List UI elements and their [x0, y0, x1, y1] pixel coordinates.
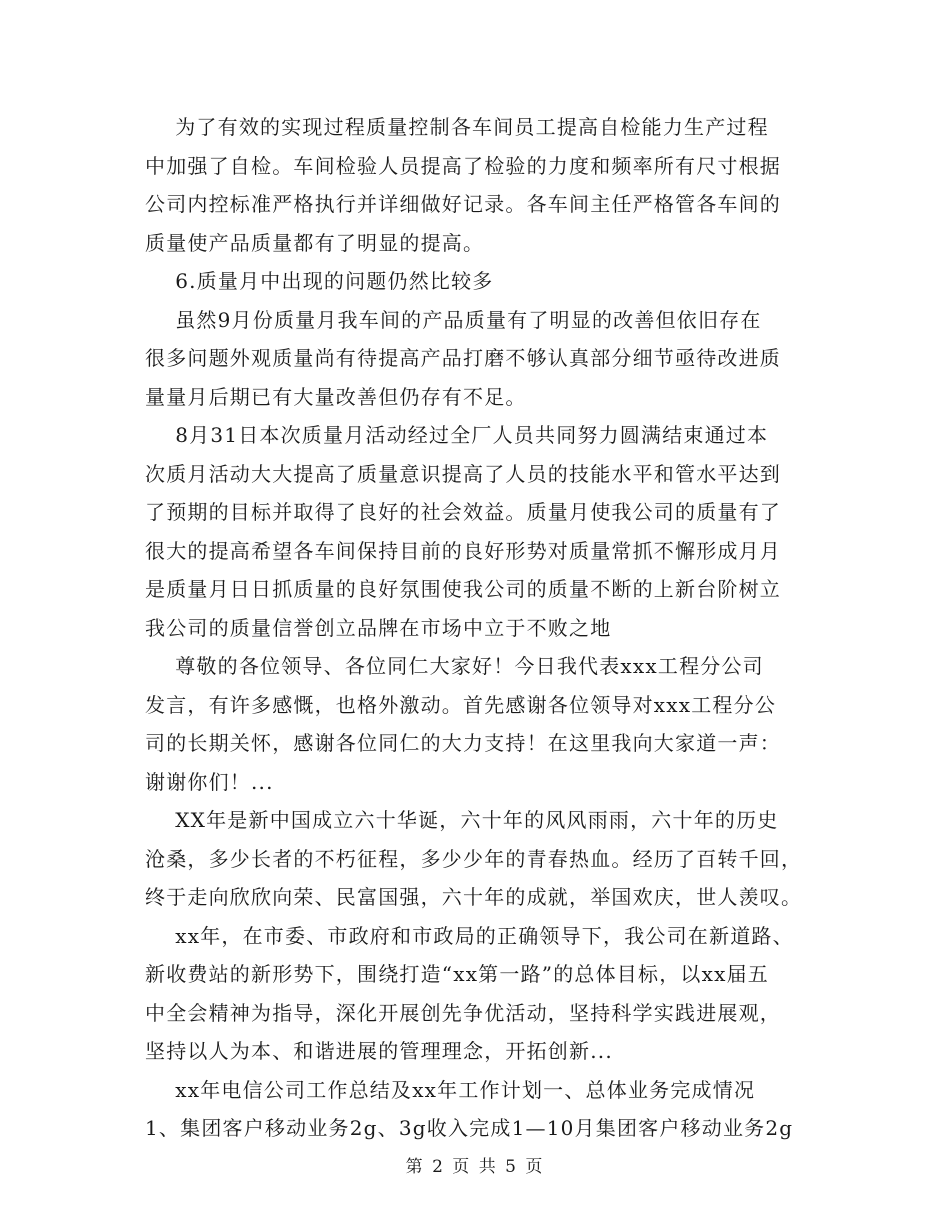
paragraph-telecom [145, 1071, 805, 1148]
text-line: 谢谢你们！... [145, 769, 274, 794]
text-line: 很大的提高希望各车间保持目前的良好形势对质量常抓不懈形成月月 [145, 538, 781, 563]
text-line: 虽然9月份质量月我车间的产品质量有了明显的改善但依旧存在 [145, 307, 762, 332]
text-line: xx年，在市委、市政府和市政局的正确领导下，我公司在新道路、 [145, 923, 794, 948]
document-body [145, 108, 805, 1148]
text-line: 发言，有许多感慨，也格外激动。首先感谢各位领导对xxx工程分公 [145, 692, 777, 717]
text-line: 很多问题外观质量尚有待提高产品打磨不够认真部分细节亟待改进质 [145, 346, 781, 370]
paragraph-self-inspection [145, 108, 805, 262]
text-line: 我公司的质量信誉创立品牌在市场中立于不败之地 [145, 615, 612, 640]
paragraph-august-31 [145, 416, 805, 647]
text-line: 尊敬的各位领导、各位同仁大家好！今日我代表xxx工程分公司 [145, 654, 764, 678]
paragraph-heading-6 [145, 262, 805, 301]
text-line: 质量使产品质量都有了明显的提高。 [145, 230, 485, 255]
paragraph-municipal [145, 917, 805, 1071]
text-line: 坚持以人为本、和谐进展的管理理念，开拓创新... [145, 1039, 613, 1063]
text-line: 新收费站的新形势下，围绕打造“xx第一路”的总体目标，以xx届五 [145, 962, 769, 986]
text-line: 是质量月日日抓质量的良好氛围使我公司的质量不断的上新台阶树立 [145, 577, 781, 601]
text-line: 1、集团客户移动业务2g、3g收入完成1—10月集团客户移动业务2g [145, 1116, 794, 1140]
text-line: 司的长期关怀，感谢各位同仁的大力支持！在这里我向大家道一声： [145, 731, 781, 755]
text-line: 终于走向欣欣向荣、民富国强，六十年的成就，举国欢庆，世人羡叹。 [145, 885, 803, 909]
text-line: XX年是新中国成立六十华诞，六十年的风风雨雨，六十年的历史 [145, 808, 779, 832]
text-line: 中加强了自检。车间检验人员提高了检验的力度和频率所有尺寸根据 [145, 153, 781, 178]
text-line: 了预期的目标并取得了良好的社会效益。质量月使我公司的质量有了 [145, 500, 781, 524]
text-line: 公司内控标准严格执行并详细做好记录。各车间主任严格管各车间的 [145, 192, 781, 216]
page-number-footer: 第 2 页 共 5 页 [405, 1157, 545, 1177]
text-line: xx年电信公司工作总结及xx年工作计划一、总体业务完成情况 [145, 1077, 756, 1102]
text-line: 8月31日本次质量月活动经过全厂人员共同努力圆满结束通过本 [145, 423, 769, 447]
paragraph-sixty-years [145, 801, 805, 917]
section-heading: 6.质量月中出现的问题仍然比较多 [145, 269, 494, 293]
text-line: 沧桑，多少长者的不朽征程，多少少年的青春热血。经历了百转千回， [145, 846, 803, 871]
text-line: 量量月后期已有大量改善但仍存有不足。 [145, 384, 527, 409]
text-line: 为了有效的实现过程质量控制各车间员工提高自检能力生产过程 [145, 115, 769, 139]
paragraph-september-quality [145, 301, 805, 417]
text-line: 中全会精神为指导，深化开展创先争优活动，坚持科学实践进展观， [145, 1000, 781, 1025]
paragraph-greeting [145, 647, 805, 801]
text-line: 次质月活动大大提高了质量意识提高了人员的技能水平和管水平达到 [145, 461, 781, 486]
